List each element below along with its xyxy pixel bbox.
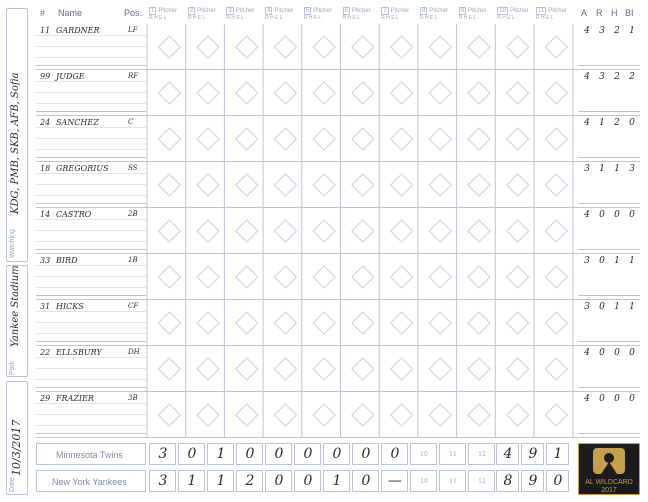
row-divider [36, 241, 146, 242]
row-divider [36, 173, 146, 174]
inning-score-value: 3 [158, 446, 168, 462]
stat-value: 3 [599, 26, 605, 36]
stat-value: 1 [629, 26, 635, 36]
stat-value: 0 [599, 302, 605, 312]
row-divider [36, 219, 146, 220]
player-stats [578, 162, 640, 204]
inning-score-value: 3 [158, 473, 168, 489]
row-divider [36, 195, 146, 196]
inning-score-cell [410, 443, 437, 465]
pitcher-label: Pitcher [235, 8, 255, 14]
row-divider [36, 92, 146, 93]
inning-score-cell [439, 443, 466, 465]
inning-score-cell [265, 470, 292, 492]
player-pos: SS [128, 164, 138, 172]
total-score-cell [546, 443, 569, 465]
stat-value: 4 [584, 348, 590, 358]
total-score-value: 0 [553, 473, 563, 489]
table-row [36, 70, 146, 112]
rhel-label: R H E L [419, 15, 438, 21]
stat-value: 3 [584, 302, 590, 312]
player-pos: 3B [128, 394, 138, 402]
stat-value: 1 [599, 118, 605, 128]
inning-score-cell [149, 470, 176, 492]
row-divider [36, 357, 146, 358]
inning-score-cell [207, 470, 234, 492]
stat-value: 1 [614, 164, 620, 174]
row-divider [36, 368, 146, 369]
player-name: HICKS [56, 302, 84, 311]
inning-number: 11 [538, 8, 545, 14]
player-pos: RF [128, 72, 139, 80]
player-stats [578, 392, 640, 434]
rhel-label: R H E L [149, 15, 167, 21]
inning-score-value: — [388, 473, 402, 489]
inning-score-cell [468, 470, 495, 492]
stat-value: 0 [599, 394, 605, 404]
total-score-cell [496, 470, 519, 492]
player-stats [578, 24, 640, 66]
player-name: ELLSBURY [56, 348, 102, 357]
player-num: 33 [40, 256, 51, 265]
player-num: 14 [40, 210, 51, 219]
stat-value: 0 [599, 256, 605, 266]
stat-value: 0 [629, 118, 635, 128]
stat-value: 1 [614, 256, 620, 266]
total-score-value: 8 [503, 473, 513, 489]
row-divider [36, 265, 146, 266]
header-stat-a: A [581, 8, 588, 18]
header-name: Name [58, 8, 83, 18]
inning-score-value: 0 [303, 446, 313, 462]
logo-line2: 2017 [601, 487, 617, 494]
inning-score-value: 1 [216, 446, 226, 462]
player-stats [578, 346, 640, 388]
total-score-cell [521, 470, 544, 492]
table-row [36, 208, 146, 250]
rhel-label: R H E L [458, 15, 477, 21]
stat-value: 0 [629, 394, 635, 404]
player-num: 24 [40, 118, 51, 127]
row-divider [36, 127, 146, 128]
park-label: Park [9, 360, 16, 375]
stat-value: 3 [584, 164, 590, 174]
stat-value: 0 [614, 210, 620, 220]
inning-score-value: 1 [187, 473, 197, 489]
stat-value: 1 [599, 164, 605, 174]
player-name: GREGORIUS [56, 164, 109, 173]
watching-value: KDG, PMB, SKB, AFB, Sofia [10, 72, 21, 214]
pitcher-label: Pitcher [351, 8, 371, 14]
total-score-cell [546, 470, 569, 492]
rhel-label: R H E L [536, 15, 554, 21]
inning-score-value: 2 [245, 473, 255, 489]
total-score-value: 1 [553, 446, 563, 462]
player-num: 11 [40, 26, 51, 35]
inning-score-cell [323, 443, 350, 465]
inning-number: 1 [151, 8, 155, 14]
pitcher-label: Pitcher [274, 8, 294, 14]
inning-score-cell [381, 470, 408, 492]
inning-score-value: 10 [420, 451, 428, 458]
header-num: # [40, 8, 46, 18]
row-divider [36, 103, 146, 104]
inning-score-value: 0 [274, 446, 284, 462]
stat-value: 0 [614, 394, 620, 404]
pitcher-label: Pitcher [548, 8, 567, 14]
watching-label: Watching [9, 229, 16, 258]
inning-score-value: 0 [361, 473, 371, 489]
table-row [36, 392, 146, 434]
inning-score-cell [352, 443, 379, 465]
inning-number: 9 [460, 8, 464, 14]
inning-score-cell [381, 443, 408, 465]
pitcher-label: Pitcher [429, 8, 448, 14]
stat-value: 0 [599, 348, 605, 358]
stat-value: 0 [599, 210, 605, 220]
pitcher-label: Pitcher [197, 8, 216, 14]
player-stats [578, 254, 640, 296]
row-divider [36, 46, 146, 47]
inning-score-cell [294, 443, 321, 465]
player-pos: CF [128, 302, 139, 310]
total-score-value: 4 [503, 446, 513, 462]
rhel-label: R H E L [303, 15, 322, 21]
pitcher-label: Pitcher [509, 8, 529, 14]
header-pos: Pos. [124, 8, 143, 18]
date-value: 10/3/2017 [10, 419, 23, 476]
inning-number: 6 [344, 8, 348, 14]
inning-score-cell [265, 443, 292, 465]
player-num: 31 [40, 302, 51, 311]
player-pos: C [128, 118, 134, 126]
inning-score-value: 0 [187, 446, 197, 462]
table-row [36, 300, 146, 342]
rhel-label: R H E L [265, 15, 283, 21]
table-row [36, 254, 146, 296]
header-stat-bi: BI [625, 8, 634, 18]
row-divider [36, 311, 146, 312]
inning-score-value: 1 [216, 473, 226, 489]
inning-score-value: 0 [274, 473, 284, 489]
inning-score-value: 10 [420, 478, 428, 485]
rhel-label: R H E L [497, 15, 515, 21]
inning-score-cell [178, 470, 205, 492]
stat-value: 4 [584, 210, 590, 220]
inning-score-cell [236, 470, 263, 492]
al-wildcard-logo [578, 443, 640, 495]
row-divider [36, 333, 146, 334]
stat-value: 1 [629, 256, 635, 266]
player-pos: 2B [128, 210, 138, 218]
row-divider [36, 230, 146, 231]
inning-score-cell [178, 443, 205, 465]
inning-score-value: 12 [478, 478, 486, 485]
player-stats [578, 116, 640, 158]
row-divider [36, 322, 146, 323]
row-divider [36, 287, 146, 288]
row-divider [36, 81, 146, 82]
stat-value: 0 [629, 210, 635, 220]
stat-value: 2 [629, 72, 635, 82]
table-row [36, 24, 146, 66]
header-stat-r: R [596, 8, 603, 18]
inning-score-value: 0 [361, 446, 371, 462]
inning-number: 5 [305, 8, 310, 14]
inning-number: 4 [267, 8, 271, 14]
stat-value: 0 [614, 348, 620, 358]
row-divider [36, 138, 146, 139]
inning-score-cell [468, 443, 495, 465]
team-name-yankees: New York Yankees [52, 477, 127, 487]
logo-line1: AL WILDCARD [585, 479, 633, 486]
player-pos: LF [128, 26, 138, 34]
team-name-twins: Minnesota Twins [56, 450, 123, 460]
total-score-value: 9 [528, 473, 538, 489]
row-divider [36, 184, 146, 185]
stat-value: 3 [584, 256, 590, 266]
player-stats [578, 70, 640, 112]
inning-score-value: 11 [449, 478, 457, 485]
pitcher-label: Pitcher [158, 8, 178, 14]
stat-value: 3 [629, 164, 635, 174]
pitcher-label: Pitcher [313, 8, 332, 14]
player-name: JUDGE [56, 72, 85, 81]
inning-score-cell [323, 470, 350, 492]
stat-value: 1 [629, 302, 635, 312]
inning-number: 3 [228, 8, 232, 14]
player-num: 22 [40, 348, 51, 357]
row-divider [36, 35, 146, 36]
player-name: CASTRO [56, 210, 92, 219]
inning-number: 7 [383, 8, 387, 14]
total-score-cell [521, 443, 544, 465]
inning-score-value: 12 [478, 451, 486, 458]
stat-value: 1 [614, 302, 620, 312]
player-name: GARDNER [56, 26, 100, 35]
player-name: FRAZIER [56, 394, 94, 403]
player-name: BIRD [56, 256, 78, 265]
total-score-value: 9 [528, 446, 538, 462]
rhel-label: R H E L [381, 15, 399, 21]
inning-score-cell [149, 443, 176, 465]
date-label: Date [9, 477, 16, 492]
stat-value: 4 [584, 26, 590, 36]
player-pos: DH [128, 348, 140, 356]
stat-value: 2 [614, 72, 620, 82]
rhel-label: R H E L [226, 15, 244, 21]
player-num: 18 [40, 164, 51, 173]
table-row [36, 162, 146, 204]
header-stat-h: H [611, 8, 618, 18]
inning-score-cell [294, 470, 321, 492]
table-row [36, 116, 146, 158]
stat-value: 4 [584, 72, 590, 82]
inning-score-cell [439, 470, 466, 492]
inning-number: 10 [499, 8, 506, 14]
stat-value: 3 [599, 72, 605, 82]
pitcher-label: Pitcher [390, 8, 410, 14]
inning-score-value: 0 [303, 473, 313, 489]
player-stats [578, 208, 640, 250]
player-num: 29 [40, 394, 51, 403]
inning-score-value: 11 [449, 451, 457, 458]
player-num: 99 [40, 72, 51, 81]
row-divider [36, 379, 146, 380]
row-divider [36, 57, 146, 58]
stat-value: 4 [584, 394, 590, 404]
row-divider [36, 414, 146, 415]
stat-value: 2 [614, 118, 620, 128]
inning-score-value: 1 [332, 473, 342, 489]
player-name: SANCHEZ [56, 118, 99, 127]
rhel-label: R H E L [187, 15, 206, 21]
row-divider [36, 276, 146, 277]
stat-value: 2 [614, 26, 620, 36]
row-divider [36, 425, 146, 426]
park-value: Yankee Stadium [10, 265, 21, 347]
inning-score-value: 0 [332, 446, 342, 462]
rhel-label: R H E L [342, 15, 361, 21]
inning-score-value: 0 [245, 446, 255, 462]
player-stats [578, 300, 640, 342]
pitcher-label: Pitcher [467, 8, 487, 14]
stat-value: 0 [629, 348, 635, 358]
inning-number: 8 [421, 8, 426, 14]
inning-score-cell [410, 470, 437, 492]
row-divider [36, 149, 146, 150]
inning-number: 2 [189, 8, 194, 14]
table-row [36, 346, 146, 388]
row-divider [36, 403, 146, 404]
stat-value: 4 [584, 118, 590, 128]
total-score-cell [496, 443, 519, 465]
inning-score-cell [207, 443, 234, 465]
player-pos: 1B [128, 256, 138, 264]
inning-score-cell [236, 443, 263, 465]
inning-score-cell [352, 470, 379, 492]
inning-score-value: 0 [390, 446, 400, 462]
